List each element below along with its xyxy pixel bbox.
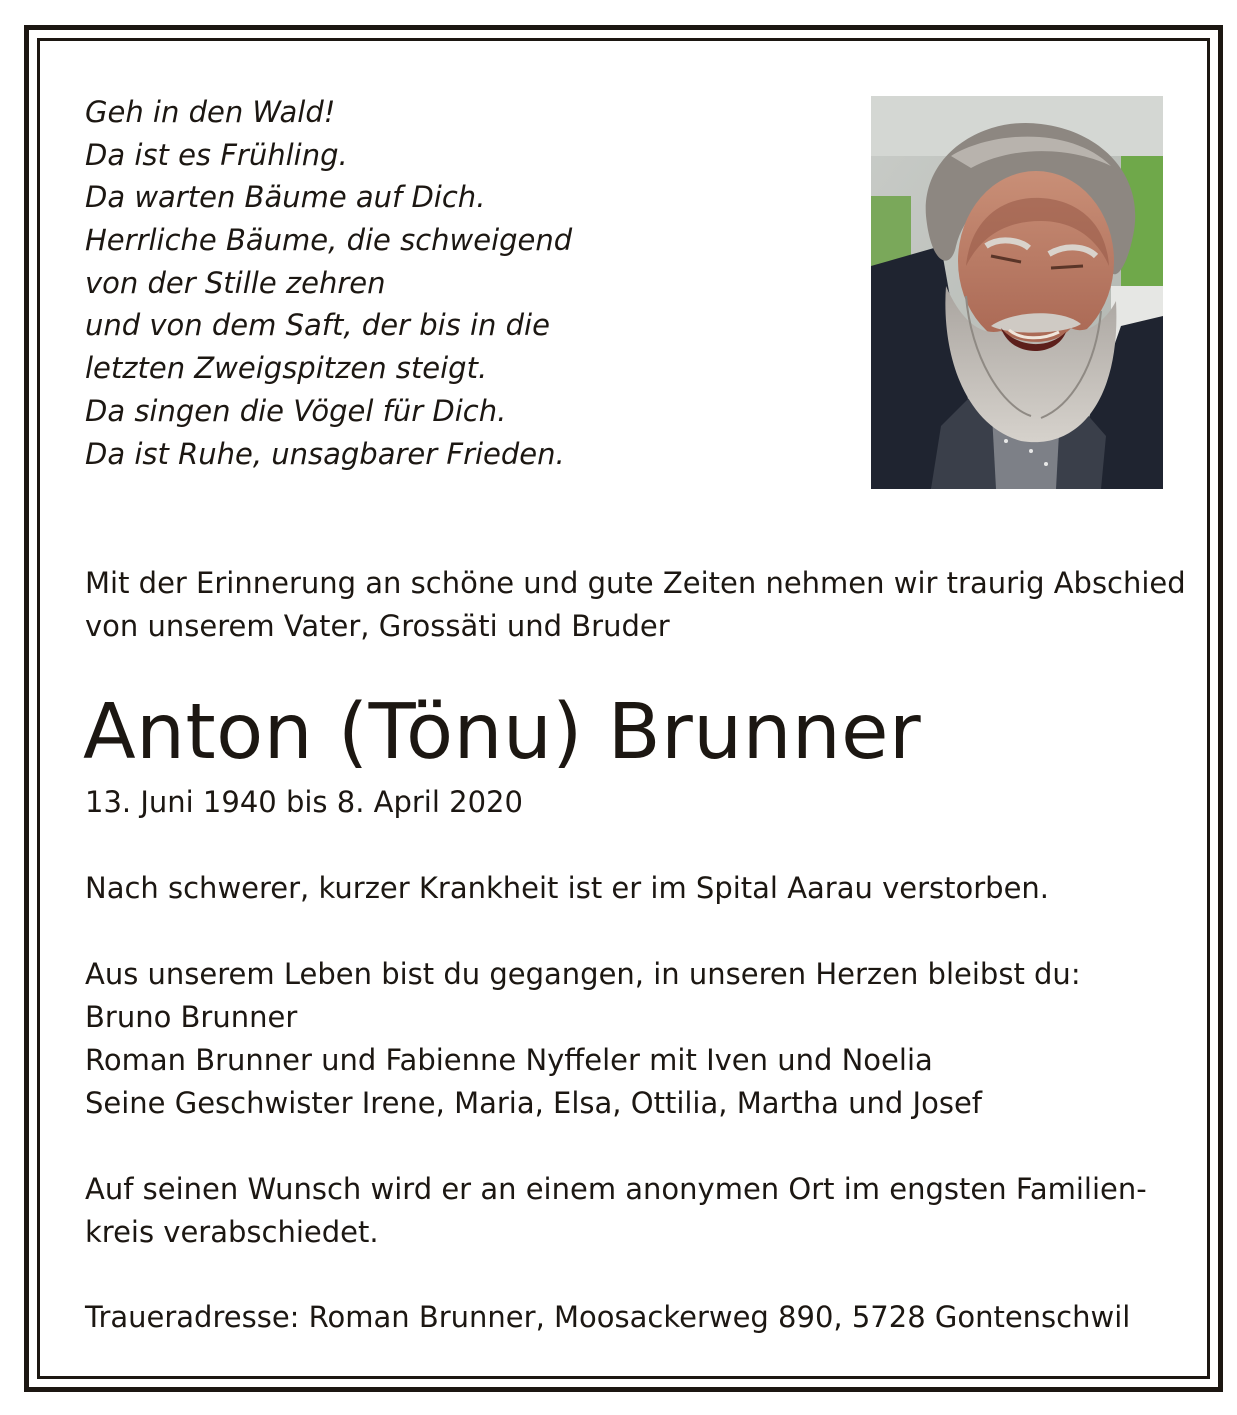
farewell-line: kreis verabschiedet. [85, 1215, 379, 1249]
mourners-intro: Aus unserem Leben bist du gegangen, in unseren Herzen bleibst du: [85, 957, 1081, 991]
mourner-line: Roman Brunner und Fabienne Nyffeler mit Iven und Noelia [85, 1043, 933, 1077]
life-dates: 13. Juni 1940 bis 8. April 2020 [85, 785, 523, 819]
poem-line: Da singen die Vögel für Dich. [85, 393, 507, 428]
portrait-illustration [871, 96, 1163, 489]
poem-line: Herrliche Bäume, die schweigend [85, 223, 573, 258]
mourner-line: Bruno Brunner [85, 1000, 298, 1034]
poem-line: von der Stille zehren [85, 265, 386, 300]
poem [85, 91, 572, 475]
mourning-address: Traueradresse: Roman Brunner, Moosackerweg 890, 5728 Gontenschwil [85, 1300, 1131, 1334]
intro-line: Mit der Erinnerung an schöne und gute Zeiten nehmen wir traurig Abschied [85, 566, 1186, 600]
poem-line: Da ist Ruhe, unsagbarer Frieden. [85, 436, 565, 471]
poem-line: und von dem Saft, der bis in die [85, 308, 550, 343]
poem-line: letzten Zweigspitzen steigt. [85, 351, 488, 386]
poem-line: Da ist es Frühling. [85, 137, 348, 172]
poem-line: Geh in den Wald! [85, 95, 336, 129]
farewell-line: Auf seinen Wunsch wird er an einem anonymen Ort im engsten Familien- [85, 1172, 1147, 1206]
intro-line: von unserem Vater, Grossäti und Bruder [85, 609, 670, 643]
mourner-line: Seine Geschwister Irene, Maria, Elsa, Ottilia, Martha und Josef [85, 1086, 982, 1120]
portrait-photo [871, 96, 1163, 489]
death-note: Nach schwerer, kurzer Krankheit ist er im Spital Aarau verstorben. [85, 871, 1050, 905]
poem-line: Da warten Bäume auf Dich. [85, 180, 486, 215]
deceased-name: Anton (Tönu) Brunner [83, 688, 922, 777]
